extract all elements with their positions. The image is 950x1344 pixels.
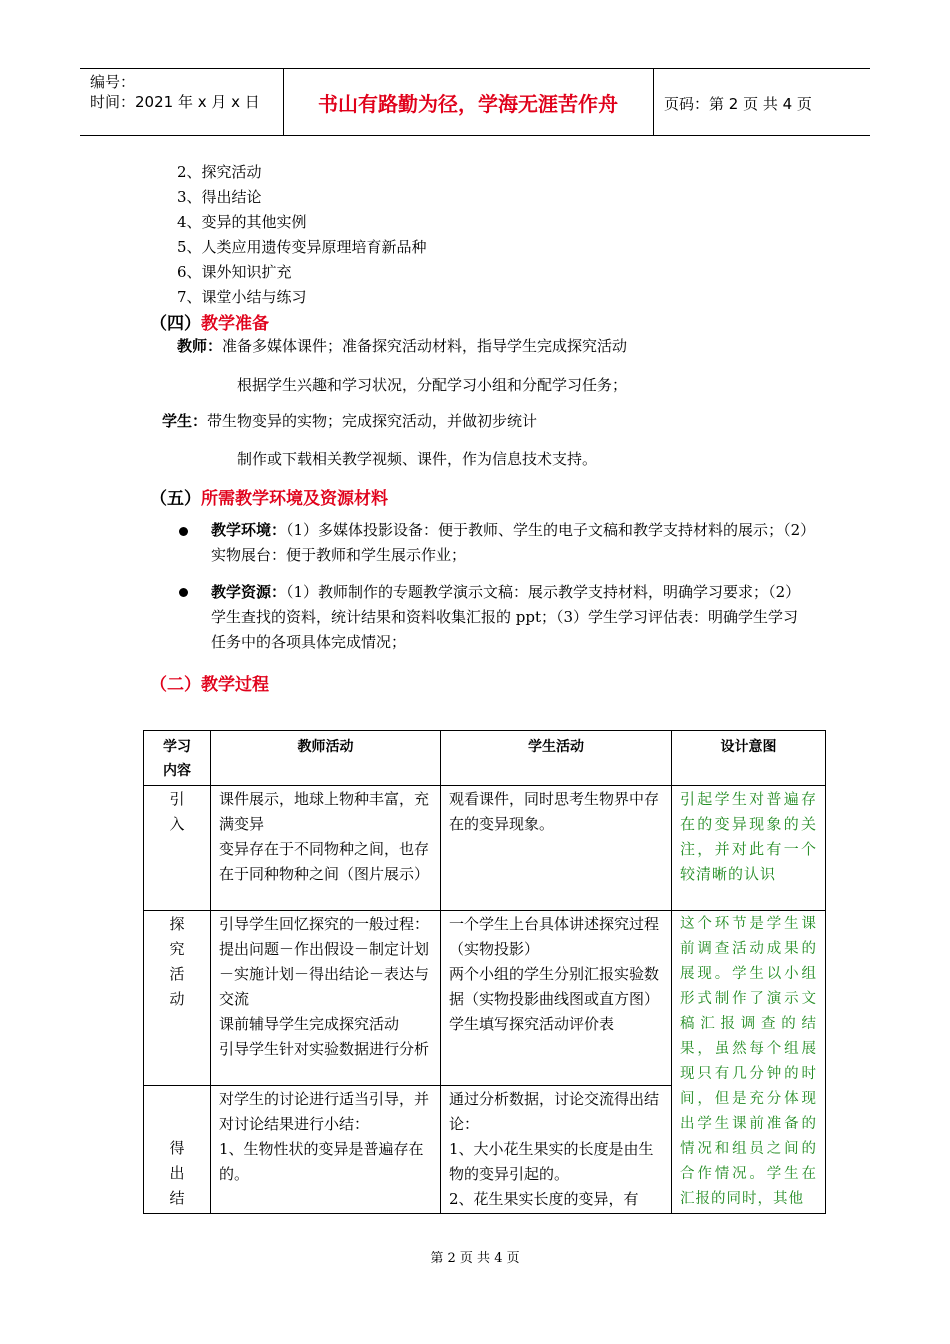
table-row: [144, 911, 826, 1086]
header-number: 编号：: [90, 73, 136, 91]
row-teacher: 引导学生回忆探究的一般过程：提出问题－作出假设－制定计划－实施计划－得出结论－表达与交流 课前辅导学生完成探究活动 引导学生针对实验数据进行分析: [211, 911, 441, 1086]
header-student: 学生活动: [441, 731, 672, 786]
section-5-heading: （五）所需教学环境及资源材料: [150, 489, 388, 509]
list-item: 2、探究活动: [177, 163, 262, 181]
header-teacher: 教师活动: [211, 731, 441, 786]
row-intent: 引起学生对普遍存在的变异现象的关注，并对此有一个较清晰的认识: [672, 786, 826, 911]
header-intent: 设计意图: [672, 731, 826, 786]
row-student: 通过分析数据，讨论交流得出结论： 1、大小花生果实的长度是由生物的变异引起的。 2、花生果实长度的变异，有: [441, 1086, 672, 1214]
page-footer: 第 2 页 共 4 页: [430, 1251, 520, 1266]
teaching-process-table: [143, 730, 826, 1214]
row-student: 一个学生上台具体讲述探究过程（实物投影） 两个小组的学生分别汇报实验数据（实物投影曲线图或直方图） 学生填写探究活动评价表: [441, 911, 672, 1086]
header-content: 学习内容: [144, 731, 211, 786]
header-top-rule: [80, 68, 870, 69]
student-prep-line-2: 制作或下载相关教学视频、课件，作为信息技术支持。: [237, 450, 598, 468]
student-prep-line: 学生：带生物变异的实物；完成探究活动，并做初步统计: [162, 412, 538, 430]
header-time: 时间：2021 年 x 月 x 日: [90, 93, 260, 111]
header-bottom-rule: [80, 135, 870, 136]
table-header-row: [144, 731, 826, 786]
row-content: 得出结: [144, 1086, 211, 1214]
list-item: 6、课外知识扩充: [177, 263, 292, 281]
section-2-heading: （二）教学过程: [150, 675, 269, 695]
row-content: 引入: [144, 786, 211, 911]
list-item: 4、变异的其他实例: [177, 213, 307, 231]
header-motto: 书山有路勤为径，学海无涯苦作舟: [318, 92, 618, 116]
table-row: [144, 786, 826, 911]
teacher-prep-line-2: 根据学生兴趣和学习状况，分配学习小组和分配学习任务；: [237, 376, 628, 394]
outline-list: [177, 160, 427, 310]
section-4-heading: （四）教学准备: [150, 314, 269, 334]
row-teacher: 对学生的讨论进行适当引导，并对讨论结果进行小结： 1、生物性状的变异是普遍存在的。: [211, 1086, 441, 1214]
header-page-number: 页码：第 2 页 共 4 页: [664, 95, 812, 113]
list-item: 3、得出结论: [177, 188, 262, 206]
list-item: 5、人类应用遗传变异原理培育新品种: [177, 238, 427, 256]
row-content: 探究活动: [144, 911, 211, 1086]
header-meta: [90, 72, 260, 112]
env-paragraph: 教学环境：（1）多媒体投影设备：便于教师、学生的电子文稿和教学支持材料的展示；（2）实物展台：便于教师和学生展示作业；: [211, 521, 808, 564]
list-item: 7、课堂小结与练习: [177, 288, 307, 306]
resource-paragraph: 教学资源：（1）教师制作的专题教学演示文稿：展示教学支持材料，明确学习要求；（2）学生查找的资料，统计结果和资料收集汇报的 ppt；（3）学生学习评估表：明确学生学习任务中的各项具体完成情况；: [211, 583, 801, 651]
bullet-icon: [179, 527, 188, 536]
header-divider-right: [653, 68, 654, 136]
teacher-prep-line: 教师：准备多媒体课件；准备探究活动材料，指导学生完成探究活动: [177, 337, 628, 355]
row-intent: 这个环节是学生课前调查活动成果的展现。学生以小组形式制作了演示文稿汇报调查的结果，虽然每个组展现只有几分钟的时间，但是充分体现出学生课前准备的情况和组员之间的合作情况。学生在汇报的同时，其他: [672, 911, 826, 1214]
bullet-icon: [179, 588, 188, 597]
row-student: 观看课件，同时思考生物界中存在的变异现象。: [441, 786, 672, 911]
row-teacher: 课件展示，地球上物种丰富，充满变异 变异存在于不同物种之间，也存在于同种物种之间（图片展示）: [211, 786, 441, 911]
